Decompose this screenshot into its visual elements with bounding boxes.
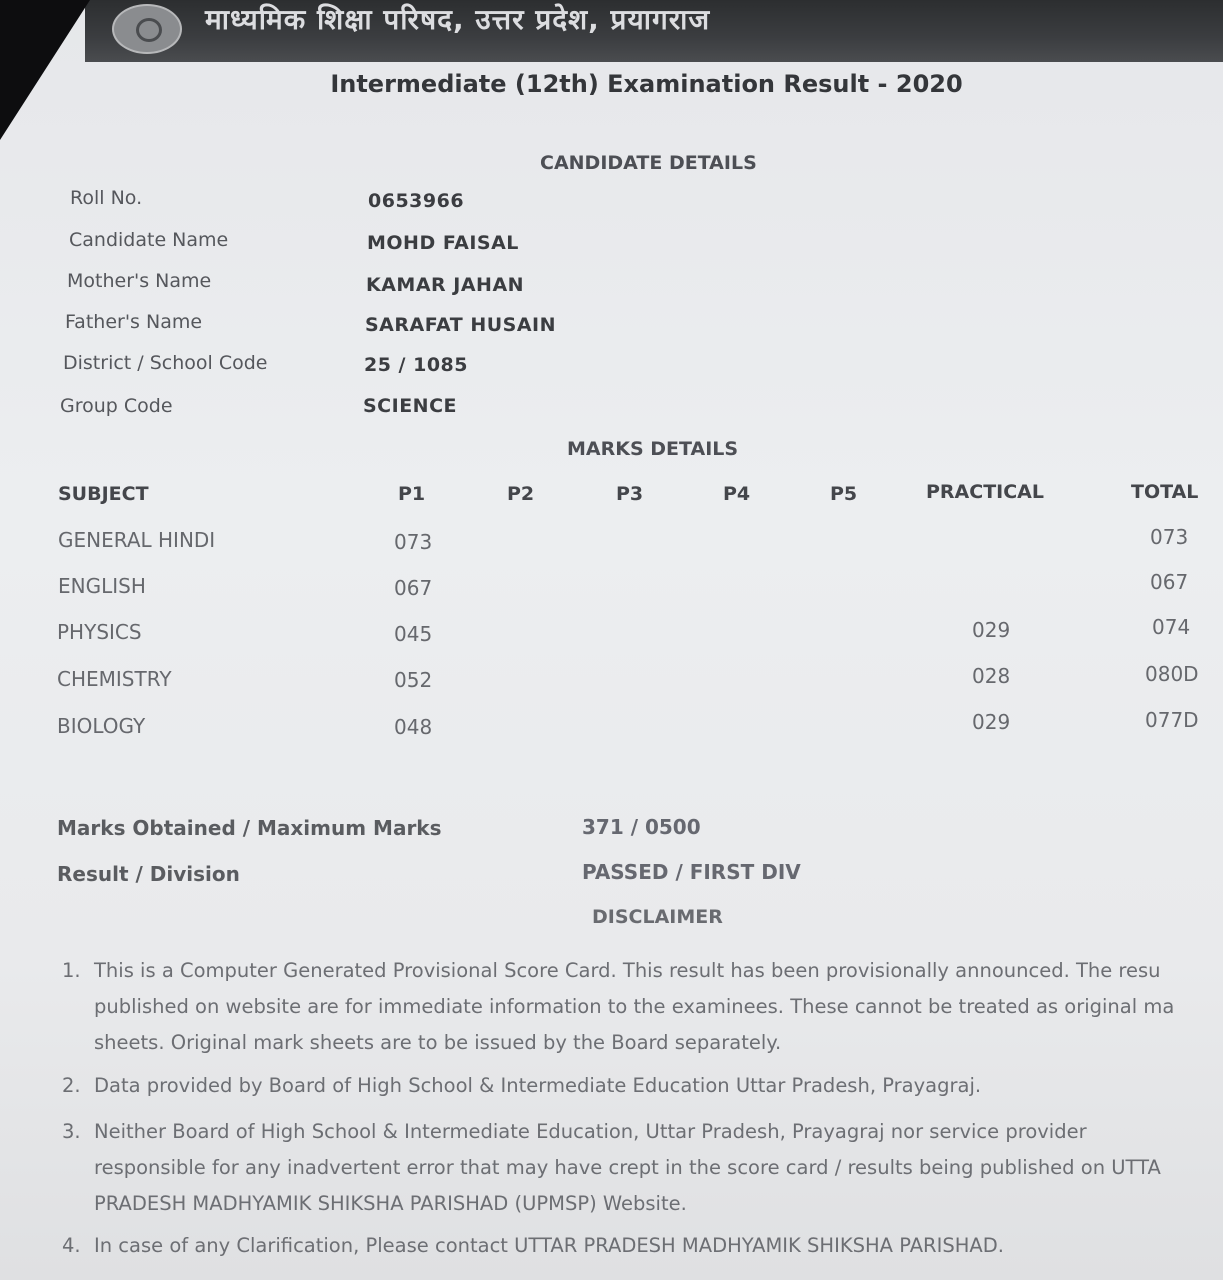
marks-obtained-label: Marks Obtained / Maximum Marks <box>57 816 442 840</box>
total-cell: 073 <box>1150 525 1189 549</box>
disclaimer-line: This is a Computer Generated Provisional Score Card. This result has been provisionally announced. The resu <box>94 959 1161 982</box>
roll-no-value: 0653966 <box>368 190 465 212</box>
p1-cell: 048 <box>394 715 433 739</box>
marks-obtained-value: 371 / 0500 <box>582 815 701 839</box>
fathers-name-label: Father's Name <box>65 311 203 333</box>
subject-cell: CHEMISTRY <box>57 667 172 691</box>
total-cell: 077D <box>1145 708 1199 732</box>
p1-cell: 067 <box>394 576 433 600</box>
total-cell: 074 <box>1152 615 1191 639</box>
page-title: Intermediate (12th) Examination Result - 2020 <box>330 70 963 98</box>
subject-cell: BIOLOGY <box>57 714 146 738</box>
candidate-name-label: Candidate Name <box>69 229 229 251</box>
column-header-p4: P4 <box>723 483 751 505</box>
district-school-code-label: District / School Code <box>63 352 268 374</box>
subject-cell: PHYSICS <box>57 620 142 644</box>
candidate-name-value: MOHD FAISAL <box>367 232 519 254</box>
disclaimer-heading: DISCLAIMER <box>592 906 723 928</box>
disclaimer-line: sheets. Original mark sheets are to be issued by the Board separately. <box>94 1031 782 1054</box>
district-school-code-value: 25 / 1085 <box>364 354 468 376</box>
column-header-subject: SUBJECT <box>58 483 149 505</box>
practical-cell: 028 <box>972 664 1011 688</box>
disclaimer-line: published on website are for immediate information to the examinees. These cannot be treated as original ma <box>94 995 1175 1018</box>
disclaimer-item <box>62 1114 1161 1222</box>
subject-cell: ENGLISH <box>58 574 146 598</box>
fathers-name-value: SARAFAT HUSAIN <box>365 314 557 336</box>
disclaimer-line: Neither Board of High School & Intermediate Education, Uttar Pradesh, Prayagraj nor service provider <box>94 1120 1087 1143</box>
disclaimer-item <box>62 1068 981 1104</box>
practical-cell: 029 <box>972 710 1011 734</box>
result-division-value: PASSED / FIRST DIV <box>582 860 801 884</box>
total-cell: 080D <box>1145 662 1199 686</box>
marks-details-heading: MARKS DETAILS <box>567 438 739 460</box>
column-header-p2: P2 <box>507 483 535 505</box>
group-code-value: SCIENCE <box>363 395 458 417</box>
mothers-name-label: Mother's Name <box>67 270 212 292</box>
group-code-label: Group Code <box>60 395 173 417</box>
subject-cell: GENERAL HINDI <box>58 528 216 552</box>
disclaimer-line: Data provided by Board of High School & Intermediate Education Uttar Pradesh, Prayagraj. <box>94 1074 982 1097</box>
column-header-p1: P1 <box>398 483 426 505</box>
p1-cell: 045 <box>394 622 433 646</box>
column-header-p3: P3 <box>616 483 644 505</box>
disclaimer-item <box>62 953 1174 1061</box>
candidate-details-heading: CANDIDATE DETAILS <box>540 152 757 174</box>
column-header-practical: PRACTICAL <box>926 481 1044 503</box>
disclaimer-number: 4. <box>62 1234 81 1257</box>
p1-cell: 073 <box>394 530 433 554</box>
roll-no-label: Roll No. <box>70 187 143 209</box>
p1-cell: 052 <box>394 668 433 692</box>
disclaimer-number: 1. <box>62 959 81 982</box>
mothers-name-value: KAMAR JAHAN <box>366 274 525 296</box>
result-division-label: Result / Division <box>57 862 240 886</box>
board-emblem-icon <box>112 4 182 54</box>
total-cell: 067 <box>1150 570 1189 594</box>
disclaimer-number: 2. <box>62 1074 81 1097</box>
disclaimer-item <box>62 1228 1004 1264</box>
disclaimer-line: responsible for any inadvertent error that may have crept in the score card / results being published on UTTA <box>94 1156 1161 1179</box>
disclaimer-line: In case of any Clarification, Please contact UTTAR PRADESH MADHYAMIK SHIKSHA PARISHAD. <box>94 1234 1004 1257</box>
practical-cell: 029 <box>972 618 1011 642</box>
disclaimer-number: 3. <box>62 1120 81 1143</box>
column-header-p5: P5 <box>830 483 858 505</box>
disclaimer-line: PRADESH MADHYAMIK SHIKSHA PARISHAD (UPMSP) Website. <box>94 1192 687 1215</box>
board-name-hindi: माध्यमिक शिक्षा परिषद, उत्तर प्रदेश, प्रयागराज <box>205 3 711 36</box>
column-header-total: TOTAL <box>1131 481 1199 503</box>
